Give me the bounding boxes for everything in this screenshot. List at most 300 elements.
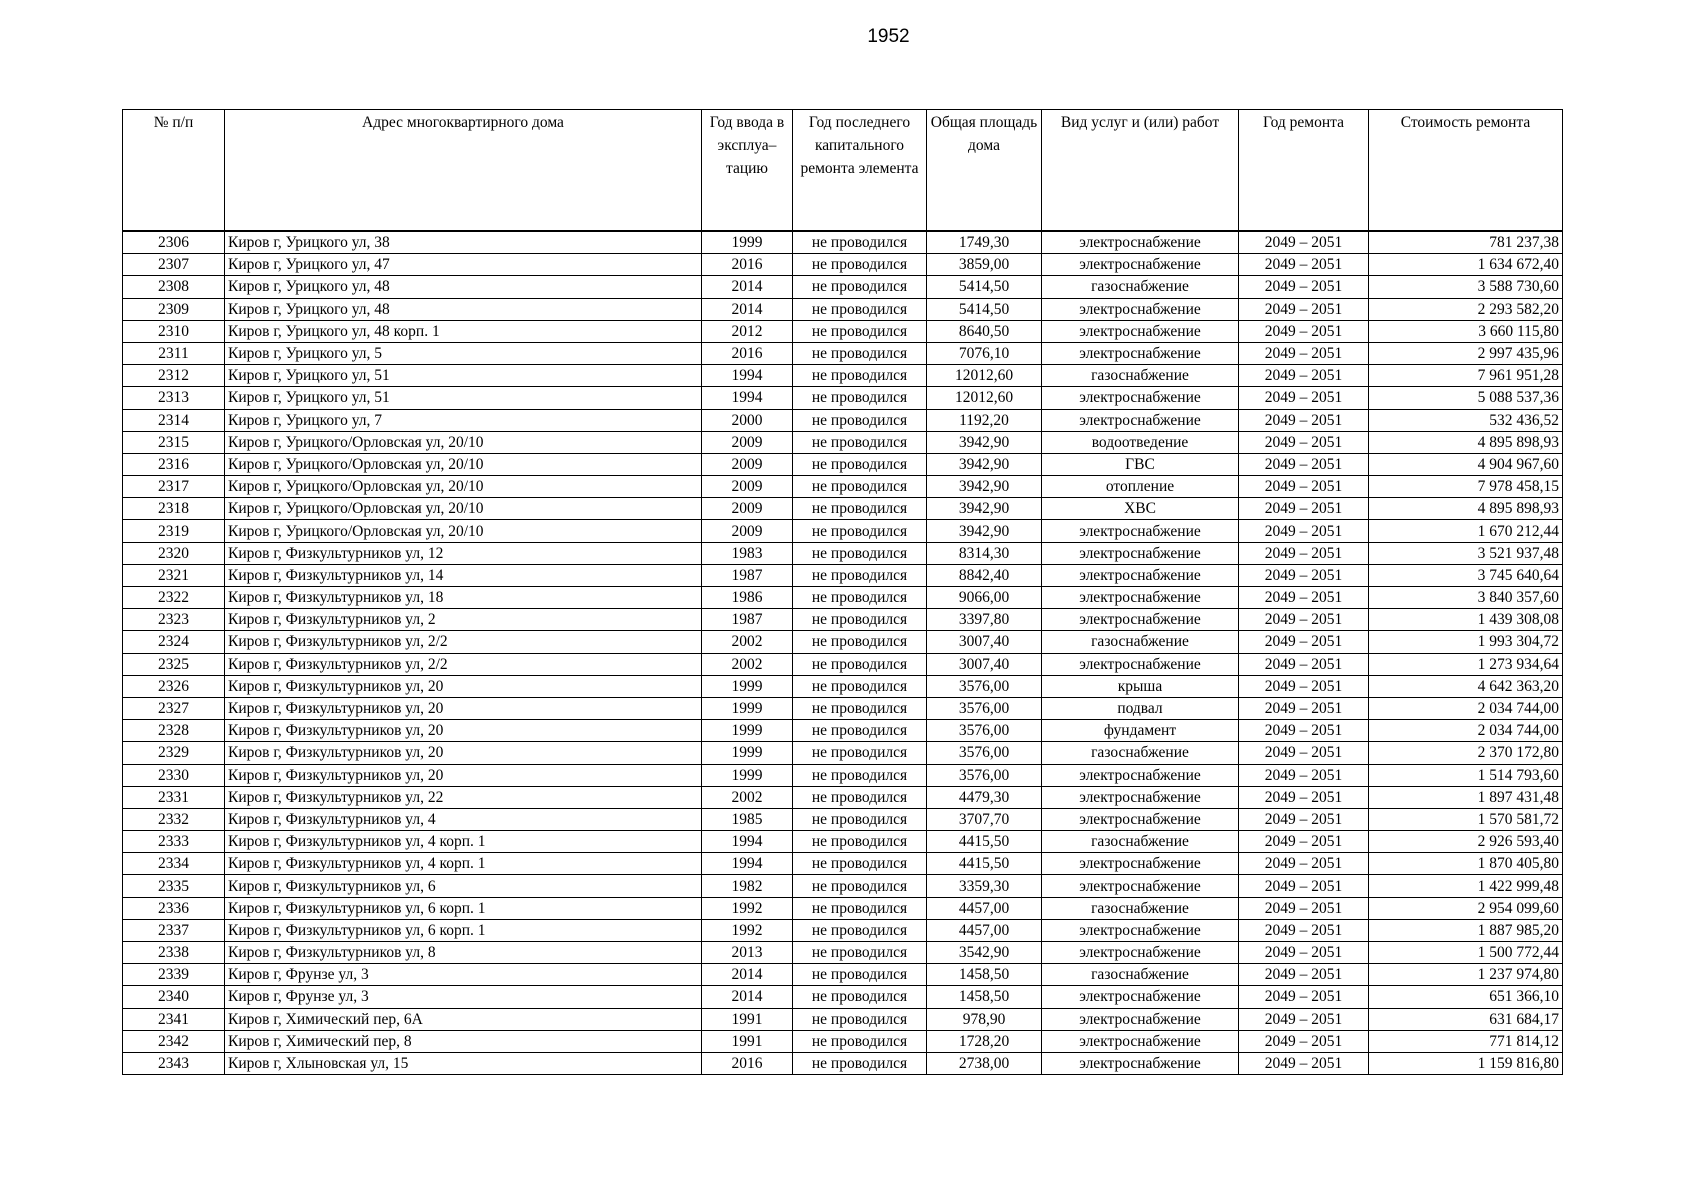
row-cost: 4 895 898,93	[1369, 498, 1563, 520]
row-num: 2309	[123, 298, 225, 320]
row-year-built: 2016	[702, 1052, 793, 1074]
row-address: Киров г, Физкультурников ул, 20	[225, 697, 702, 719]
row-area: 3942,90	[927, 520, 1042, 542]
row-year-built: 2009	[702, 520, 793, 542]
row-service: фундамент	[1042, 720, 1239, 742]
row-repair-period: 2049 – 2051	[1239, 897, 1369, 919]
table-row	[123, 453, 1563, 475]
row-service: электроснабжение	[1042, 919, 1239, 941]
row-service: электроснабжение	[1042, 298, 1239, 320]
row-service: газоснабжение	[1042, 742, 1239, 764]
row-last-repair: не проводился	[793, 1008, 927, 1030]
row-service: газоснабжение	[1042, 276, 1239, 298]
row-cost: 1 634 672,40	[1369, 254, 1563, 276]
row-area: 3542,90	[927, 942, 1042, 964]
row-num: 2326	[123, 675, 225, 697]
row-year-built: 1983	[702, 542, 793, 564]
table-row	[123, 387, 1563, 409]
row-repair-period: 2049 – 2051	[1239, 808, 1369, 830]
table-row	[123, 875, 1563, 897]
table-row	[123, 808, 1563, 830]
row-num: 2317	[123, 476, 225, 498]
row-repair-period: 2049 – 2051	[1239, 342, 1369, 364]
row-last-repair: не проводился	[793, 254, 927, 276]
row-area: 12012,60	[927, 365, 1042, 387]
row-last-repair: не проводился	[793, 764, 927, 786]
row-cost: 7 978 458,15	[1369, 476, 1563, 498]
row-area: 3942,90	[927, 431, 1042, 453]
row-service: электроснабжение	[1042, 542, 1239, 564]
row-num: 2312	[123, 365, 225, 387]
row-cost: 781 237,38	[1369, 231, 1563, 254]
row-last-repair: не проводился	[793, 453, 927, 475]
table-row	[123, 276, 1563, 298]
table-row	[123, 986, 1563, 1008]
table-row	[123, 365, 1563, 387]
table-row	[123, 542, 1563, 564]
row-last-repair: не проводился	[793, 897, 927, 919]
row-num: 2324	[123, 631, 225, 653]
row-num: 2315	[123, 431, 225, 453]
row-cost: 651 366,10	[1369, 986, 1563, 1008]
row-repair-period: 2049 – 2051	[1239, 520, 1369, 542]
row-service: электроснабжение	[1042, 387, 1239, 409]
row-last-repair: не проводился	[793, 320, 927, 342]
row-address: Киров г, Урицкого ул, 51	[225, 365, 702, 387]
row-area: 3576,00	[927, 742, 1042, 764]
row-area: 1192,20	[927, 409, 1042, 431]
table-row	[123, 942, 1563, 964]
row-area: 8314,30	[927, 542, 1042, 564]
row-last-repair: не проводился	[793, 964, 927, 986]
row-address: Киров г, Физкультурников ул, 20	[225, 764, 702, 786]
row-num: 2336	[123, 897, 225, 919]
row-year-built: 2014	[702, 986, 793, 1008]
row-repair-period: 2049 – 2051	[1239, 720, 1369, 742]
row-year-built: 2009	[702, 476, 793, 498]
row-area: 3576,00	[927, 675, 1042, 697]
row-area: 1458,50	[927, 964, 1042, 986]
row-address: Киров г, Физкультурников ул, 14	[225, 564, 702, 586]
table-row	[123, 431, 1563, 453]
row-service: водоотведение	[1042, 431, 1239, 453]
row-num: 2327	[123, 697, 225, 719]
row-cost: 3 660 115,80	[1369, 320, 1563, 342]
row-address: Киров г, Урицкого ул, 38	[225, 231, 702, 254]
row-year-built: 1992	[702, 897, 793, 919]
row-year-built: 2014	[702, 964, 793, 986]
row-service: электроснабжение	[1042, 1030, 1239, 1052]
row-year-built: 1994	[702, 853, 793, 875]
row-address: Киров г, Физкультурников ул, 6	[225, 875, 702, 897]
row-year-built: 2002	[702, 653, 793, 675]
row-year-built: 2002	[702, 786, 793, 808]
row-service: электроснабжение	[1042, 520, 1239, 542]
row-cost: 3 840 357,60	[1369, 587, 1563, 609]
row-cost: 1 993 304,72	[1369, 631, 1563, 653]
row-cost: 1 273 934,64	[1369, 653, 1563, 675]
table-row	[123, 476, 1563, 498]
row-num: 2328	[123, 720, 225, 742]
row-cost: 2 997 435,96	[1369, 342, 1563, 364]
row-area: 3576,00	[927, 764, 1042, 786]
row-address: Киров г, Химический пер, 8	[225, 1030, 702, 1052]
row-service: электроснабжение	[1042, 564, 1239, 586]
row-area: 8640,50	[927, 320, 1042, 342]
row-address: Киров г, Физкультурников ул, 2/2	[225, 631, 702, 653]
table-row	[123, 786, 1563, 808]
table-row	[123, 298, 1563, 320]
row-num: 2320	[123, 542, 225, 564]
row-address: Киров г, Урицкого/Орловская ул, 20/10	[225, 476, 702, 498]
row-area: 3859,00	[927, 254, 1042, 276]
row-last-repair: не проводился	[793, 1030, 927, 1052]
row-last-repair: не проводился	[793, 720, 927, 742]
row-address: Киров г, Урицкого ул, 48 корп. 1	[225, 320, 702, 342]
table-row	[123, 409, 1563, 431]
row-area: 4457,00	[927, 919, 1042, 941]
table-row	[123, 520, 1563, 542]
row-year-built: 2009	[702, 431, 793, 453]
row-num: 2331	[123, 786, 225, 808]
header-cost: Стоимость ремонта	[1369, 110, 1563, 232]
row-service: электроснабжение	[1042, 587, 1239, 609]
row-address: Киров г, Физкультурников ул, 4 корп. 1	[225, 831, 702, 853]
row-service: электроснабжение	[1042, 231, 1239, 254]
row-last-repair: не проводился	[793, 276, 927, 298]
row-cost: 1 514 793,60	[1369, 764, 1563, 786]
row-service: электроснабжение	[1042, 942, 1239, 964]
row-service: газоснабжение	[1042, 365, 1239, 387]
row-repair-period: 2049 – 2051	[1239, 276, 1369, 298]
row-num: 2325	[123, 653, 225, 675]
row-address: Киров г, Физкультурников ул, 22	[225, 786, 702, 808]
row-address: Киров г, Физкультурников ул, 8	[225, 942, 702, 964]
row-service: электроснабжение	[1042, 609, 1239, 631]
row-area: 3576,00	[927, 720, 1042, 742]
row-year-built: 2014	[702, 276, 793, 298]
row-address: Киров г, Физкультурников ул, 4	[225, 808, 702, 830]
row-repair-period: 2049 – 2051	[1239, 942, 1369, 964]
row-area: 3007,40	[927, 631, 1042, 653]
row-service: ГВС	[1042, 453, 1239, 475]
row-num: 2308	[123, 276, 225, 298]
row-num: 2333	[123, 831, 225, 853]
row-service: ХВС	[1042, 498, 1239, 520]
row-year-built: 2013	[702, 942, 793, 964]
row-num: 2314	[123, 409, 225, 431]
row-service: электроснабжение	[1042, 1008, 1239, 1030]
row-cost: 1 570 581,72	[1369, 808, 1563, 830]
table-row	[123, 831, 1563, 853]
row-last-repair: не проводился	[793, 853, 927, 875]
row-year-built: 1999	[702, 675, 793, 697]
row-last-repair: не проводился	[793, 409, 927, 431]
row-last-repair: не проводился	[793, 564, 927, 586]
row-year-built: 1991	[702, 1030, 793, 1052]
row-repair-period: 2049 – 2051	[1239, 697, 1369, 719]
row-cost: 2 293 582,20	[1369, 298, 1563, 320]
row-address: Киров г, Хлыновская ул, 15	[225, 1052, 702, 1074]
row-area: 4457,00	[927, 897, 1042, 919]
row-repair-period: 2049 – 2051	[1239, 1052, 1369, 1074]
header-service: Вид услуг и (или) работ	[1042, 110, 1239, 232]
page-number: 1952	[867, 26, 910, 47]
row-repair-period: 2049 – 2051	[1239, 587, 1369, 609]
row-repair-period: 2049 – 2051	[1239, 1030, 1369, 1052]
row-year-built: 2016	[702, 254, 793, 276]
row-address: Киров г, Химический пер, 6А	[225, 1008, 702, 1030]
row-last-repair: не проводился	[793, 1052, 927, 1074]
row-address: Киров г, Физкультурников ул, 6 корп. 1	[225, 919, 702, 941]
row-repair-period: 2049 – 2051	[1239, 986, 1369, 1008]
table-row	[123, 764, 1563, 786]
row-service: газоснабжение	[1042, 831, 1239, 853]
row-address: Киров г, Урицкого/Орловская ул, 20/10	[225, 453, 702, 475]
row-repair-period: 2049 – 2051	[1239, 564, 1369, 586]
row-year-built: 1985	[702, 808, 793, 830]
row-cost: 771 814,12	[1369, 1030, 1563, 1052]
row-last-repair: не проводился	[793, 609, 927, 631]
row-num: 2319	[123, 520, 225, 542]
row-repair-period: 2049 – 2051	[1239, 1008, 1369, 1030]
row-year-built: 1987	[702, 609, 793, 631]
row-repair-period: 2049 – 2051	[1239, 919, 1369, 941]
header-address: Адрес многоквартирного дома	[225, 110, 702, 232]
row-year-built: 1982	[702, 875, 793, 897]
row-cost: 2 370 172,80	[1369, 742, 1563, 764]
row-repair-period: 2049 – 2051	[1239, 853, 1369, 875]
row-cost: 1 439 308,08	[1369, 609, 1563, 631]
row-repair-period: 2049 – 2051	[1239, 653, 1369, 675]
row-num: 2307	[123, 254, 225, 276]
row-cost: 7 961 951,28	[1369, 365, 1563, 387]
table-row	[123, 320, 1563, 342]
row-area: 7076,10	[927, 342, 1042, 364]
row-last-repair: не проводился	[793, 431, 927, 453]
row-address: Киров г, Физкультурников ул, 4 корп. 1	[225, 853, 702, 875]
row-service: электроснабжение	[1042, 409, 1239, 431]
row-num: 2342	[123, 1030, 225, 1052]
row-service: электроснабжение	[1042, 986, 1239, 1008]
row-repair-period: 2049 – 2051	[1239, 498, 1369, 520]
row-area: 1749,30	[927, 231, 1042, 254]
row-last-repair: не проводился	[793, 476, 927, 498]
row-year-built: 1999	[702, 764, 793, 786]
row-service: подвал	[1042, 697, 1239, 719]
table-row	[123, 897, 1563, 919]
row-last-repair: не проводился	[793, 919, 927, 941]
row-address: Киров г, Физкультурников ул, 20	[225, 720, 702, 742]
row-address: Киров г, Физкультурников ул, 2/2	[225, 653, 702, 675]
row-area: 1728,20	[927, 1030, 1042, 1052]
row-num: 2329	[123, 742, 225, 764]
table-row	[123, 609, 1563, 631]
row-num: 2321	[123, 564, 225, 586]
table-row	[123, 653, 1563, 675]
row-last-repair: не проводился	[793, 542, 927, 564]
row-area: 3359,30	[927, 875, 1042, 897]
row-repair-period: 2049 – 2051	[1239, 742, 1369, 764]
row-year-built: 1986	[702, 587, 793, 609]
row-last-repair: не проводился	[793, 231, 927, 254]
row-service: электроснабжение	[1042, 786, 1239, 808]
row-cost: 4 642 363,20	[1369, 675, 1563, 697]
row-last-repair: не проводился	[793, 786, 927, 808]
row-address: Киров г, Фрунзе ул, 3	[225, 964, 702, 986]
row-cost: 2 034 744,00	[1369, 720, 1563, 742]
row-address: Киров г, Урицкого ул, 51	[225, 387, 702, 409]
row-repair-period: 2049 – 2051	[1239, 365, 1369, 387]
row-area: 12012,60	[927, 387, 1042, 409]
row-num: 2341	[123, 1008, 225, 1030]
table-row	[123, 742, 1563, 764]
row-num: 2343	[123, 1052, 225, 1074]
row-num: 2338	[123, 942, 225, 964]
row-address: Киров г, Урицкого/Орловская ул, 20/10	[225, 520, 702, 542]
row-year-built: 1999	[702, 742, 793, 764]
row-area: 4415,50	[927, 853, 1042, 875]
row-repair-period: 2049 – 2051	[1239, 764, 1369, 786]
row-address: Киров г, Физкультурников ул, 12	[225, 542, 702, 564]
row-last-repair: не проводился	[793, 587, 927, 609]
row-area: 8842,40	[927, 564, 1042, 586]
row-cost: 532 436,52	[1369, 409, 1563, 431]
row-address: Киров г, Физкультурников ул, 6 корп. 1	[225, 897, 702, 919]
table-row	[123, 853, 1563, 875]
table-row	[123, 498, 1563, 520]
row-year-built: 2009	[702, 498, 793, 520]
row-area: 978,90	[927, 1008, 1042, 1030]
row-last-repair: не проводился	[793, 342, 927, 364]
row-num: 2337	[123, 919, 225, 941]
row-service: электроснабжение	[1042, 1052, 1239, 1074]
row-service: электроснабжение	[1042, 342, 1239, 364]
row-area: 3007,40	[927, 653, 1042, 675]
table-row	[123, 1030, 1563, 1052]
row-num: 2311	[123, 342, 225, 364]
row-num: 2339	[123, 964, 225, 986]
row-cost: 2 954 099,60	[1369, 897, 1563, 919]
row-last-repair: не проводился	[793, 631, 927, 653]
row-year-built: 1992	[702, 919, 793, 941]
row-cost: 1 887 985,20	[1369, 919, 1563, 941]
row-cost: 631 684,17	[1369, 1008, 1563, 1030]
row-last-repair: не проводился	[793, 942, 927, 964]
header-repair-period: Год ремонта	[1239, 110, 1369, 232]
row-last-repair: не проводился	[793, 697, 927, 719]
row-service: отопление	[1042, 476, 1239, 498]
row-address: Киров г, Физкультурников ул, 2	[225, 609, 702, 631]
row-area: 4479,30	[927, 786, 1042, 808]
row-repair-period: 2049 – 2051	[1239, 542, 1369, 564]
row-cost: 3 745 640,64	[1369, 564, 1563, 586]
row-address: Киров г, Физкультурников ул, 18	[225, 587, 702, 609]
row-cost: 1 500 772,44	[1369, 942, 1563, 964]
row-address: Киров г, Урицкого ул, 48	[225, 276, 702, 298]
row-num: 2330	[123, 764, 225, 786]
row-year-built: 1994	[702, 387, 793, 409]
row-num: 2310	[123, 320, 225, 342]
row-year-built: 1999	[702, 231, 793, 254]
table-body	[123, 231, 1563, 1075]
row-last-repair: не проводился	[793, 808, 927, 830]
row-year-built: 2000	[702, 409, 793, 431]
row-service: электроснабжение	[1042, 764, 1239, 786]
row-repair-period: 2049 – 2051	[1239, 231, 1369, 254]
row-address: Киров г, Урицкого ул, 5	[225, 342, 702, 364]
row-num: 2323	[123, 609, 225, 631]
row-address: Киров г, Физкультурников ул, 20	[225, 675, 702, 697]
row-area: 4415,50	[927, 831, 1042, 853]
row-cost: 1 897 431,48	[1369, 786, 1563, 808]
row-area: 3942,90	[927, 476, 1042, 498]
row-repair-period: 2049 – 2051	[1239, 453, 1369, 475]
row-service: крыша	[1042, 675, 1239, 697]
row-cost: 2 926 593,40	[1369, 831, 1563, 853]
row-address: Киров г, Физкультурников ул, 20	[225, 742, 702, 764]
row-area: 3576,00	[927, 697, 1042, 719]
row-year-built: 1994	[702, 365, 793, 387]
row-last-repair: не проводился	[793, 653, 927, 675]
row-last-repair: не проводился	[793, 675, 927, 697]
row-last-repair: не проводился	[793, 387, 927, 409]
row-repair-period: 2049 – 2051	[1239, 298, 1369, 320]
table-row	[123, 697, 1563, 719]
row-address: Киров г, Урицкого/Орловская ул, 20/10	[225, 498, 702, 520]
row-cost: 1 159 816,80	[1369, 1052, 1563, 1074]
row-address: Киров г, Урицкого ул, 47	[225, 254, 702, 276]
row-year-built: 2002	[702, 631, 793, 653]
table-row	[123, 231, 1563, 254]
row-cost: 4 895 898,93	[1369, 431, 1563, 453]
row-cost: 1 237 974,80	[1369, 964, 1563, 986]
row-area: 2738,00	[927, 1052, 1042, 1074]
row-area: 3942,90	[927, 498, 1042, 520]
row-address: Киров г, Урицкого/Орловская ул, 20/10	[225, 431, 702, 453]
row-area: 5414,50	[927, 298, 1042, 320]
row-num: 2318	[123, 498, 225, 520]
row-last-repair: не проводился	[793, 986, 927, 1008]
row-repair-period: 2049 – 2051	[1239, 631, 1369, 653]
row-cost: 1 670 212,44	[1369, 520, 1563, 542]
row-num: 2322	[123, 587, 225, 609]
row-repair-period: 2049 – 2051	[1239, 409, 1369, 431]
row-cost: 5 088 537,36	[1369, 387, 1563, 409]
row-year-built: 2014	[702, 298, 793, 320]
row-area: 5414,50	[927, 276, 1042, 298]
header-last-repair: Год последнего капитального ремонта элемента	[793, 110, 927, 232]
row-year-built: 2009	[702, 453, 793, 475]
row-cost: 1 870 405,80	[1369, 853, 1563, 875]
row-num: 2313	[123, 387, 225, 409]
row-repair-period: 2049 – 2051	[1239, 254, 1369, 276]
row-num: 2340	[123, 986, 225, 1008]
row-year-built: 1994	[702, 831, 793, 853]
row-service: электроснабжение	[1042, 808, 1239, 830]
repair-registry-table	[122, 109, 1563, 1075]
row-address: Киров г, Фрунзе ул, 3	[225, 986, 702, 1008]
table-row	[123, 342, 1563, 364]
row-repair-period: 2049 – 2051	[1239, 675, 1369, 697]
row-num: 2334	[123, 853, 225, 875]
table-row	[123, 919, 1563, 941]
row-last-repair: не проводился	[793, 742, 927, 764]
header-area: Общая площадь дома	[927, 110, 1042, 232]
row-area: 3942,90	[927, 453, 1042, 475]
row-repair-period: 2049 – 2051	[1239, 831, 1369, 853]
row-last-repair: не проводился	[793, 831, 927, 853]
